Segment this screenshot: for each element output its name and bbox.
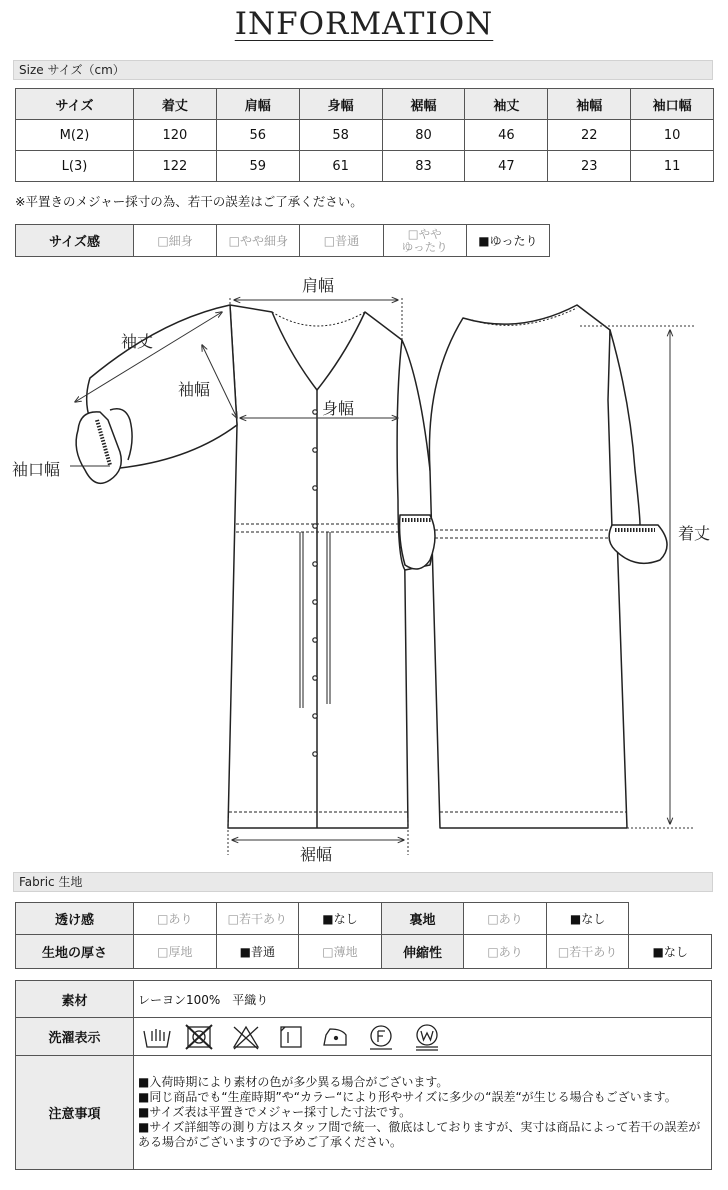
size-cell: 59 — [216, 151, 299, 182]
size-col-header: サイズ — [16, 89, 134, 120]
fabric-option-selected: ■普通 — [216, 935, 299, 969]
size-col-header: 着丈 — [134, 89, 217, 120]
fabric-option-selected: ■なし — [299, 903, 382, 935]
back-dress-outline — [429, 305, 627, 828]
fabric-option: □若干あり — [546, 935, 629, 969]
size-col-header: 肩幅 — [216, 89, 299, 120]
fabric-option: □あり — [464, 903, 547, 935]
washing-label: 洗濯表示 — [16, 1018, 134, 1056]
size-cell: 46 — [465, 120, 548, 151]
table-row — [16, 1056, 712, 1170]
line-dry-shade-icon — [281, 1027, 301, 1047]
size-cell: 120 — [134, 120, 217, 151]
size-cell: 10 — [631, 120, 714, 151]
fabric-property-label: 透け感 — [16, 903, 134, 935]
table-row — [16, 120, 714, 151]
washing-icons — [134, 1018, 712, 1056]
material-value: レーヨン100% 平織り — [134, 981, 712, 1018]
size-col-header: 身幅 — [299, 89, 382, 120]
fabric-option: □厚地 — [134, 935, 217, 969]
fabric-option: □あり — [464, 935, 547, 969]
fabric-property-label: 伸縮性 — [381, 935, 464, 969]
shoulder-label: 肩幅 — [302, 276, 335, 295]
size-cell: 23 — [548, 151, 631, 182]
notes-label: 注意事項 — [16, 1056, 134, 1170]
size-cell: 11 — [631, 151, 714, 182]
fabric-property-label: 裏地 — [381, 903, 464, 935]
note-line: ■サイズ詳細等の測り方はスタッフ間で統一、徹底はしておりますが、実寸は商品によって若干の誤差がある場合がございますので予めご了承ください。 — [138, 1120, 701, 1149]
hand-wash-icon — [144, 1029, 170, 1047]
fabric-property-label: 生地の厚さ — [16, 935, 134, 969]
wet-clean-w-icon — [416, 1025, 438, 1050]
size-feel-option: □やや ゆったり — [383, 225, 466, 257]
fabric-option: □あり — [134, 903, 217, 935]
size-cell: 58 — [299, 120, 382, 151]
size-cell: M(2) — [16, 120, 134, 151]
size-table-header-row — [16, 89, 714, 120]
fabric-option: □若干あり — [216, 903, 299, 935]
notes-content — [134, 1056, 712, 1170]
dry-clean-f-icon — [370, 1026, 392, 1049]
table-row — [16, 935, 712, 969]
no-tumble-dry-icon — [186, 1025, 212, 1049]
sleeve-length-label: 袖丈 — [121, 332, 154, 351]
fabric-table — [15, 902, 712, 969]
size-feel-option-selected: ■ゆったり — [466, 225, 549, 257]
size-cell: 83 — [382, 151, 465, 182]
size-cell: 47 — [465, 151, 548, 182]
care-table — [15, 980, 712, 1170]
table-row — [16, 1018, 712, 1056]
size-col-header: 裾幅 — [382, 89, 465, 120]
size-cell: L(3) — [16, 151, 134, 182]
length-label: 着丈 — [678, 524, 711, 543]
size-feel-option: □普通 — [300, 225, 383, 257]
cuff-width-label: 袖口幅 — [12, 460, 61, 479]
size-col-header: 袖幅 — [548, 89, 631, 120]
note-line: ■同じ商品でも“生産時期”や“カラー“により形やサイズに多少の“誤差“が生じる場合もございます。 — [138, 1090, 677, 1104]
note-line: ■入荷時期により素材の色が多少異る場合がございます。 — [138, 1075, 449, 1089]
size-feel-label: サイズ感 — [16, 225, 134, 257]
garment-diagram — [0, 265, 728, 875]
sleeve-width-label: 袖幅 — [178, 380, 211, 399]
fabric-option-selected: ■なし — [546, 903, 629, 935]
body-width-label: 身幅 — [322, 399, 355, 418]
fabric-option-selected: ■なし — [629, 935, 712, 969]
hem-width-label: 裾幅 — [300, 845, 333, 864]
table-row — [16, 903, 712, 935]
page-title: INFORMATION — [234, 6, 494, 42]
size-feel-table — [15, 224, 550, 257]
no-bleach-icon — [234, 1027, 258, 1049]
size-table — [15, 88, 714, 182]
size-col-header: 袖丈 — [465, 89, 548, 120]
size-col-header: 袖口幅 — [631, 89, 714, 120]
material-label: 素材 — [16, 981, 134, 1018]
note-line: ■サイズ表は平置きでメジャー採寸した寸法です。 — [138, 1105, 412, 1119]
size-cell: 56 — [216, 120, 299, 151]
size-feel-option: □細身 — [134, 225, 217, 257]
iron-low-icon — [324, 1029, 346, 1045]
fabric-option: □薄地 — [299, 935, 382, 969]
table-row — [16, 151, 714, 182]
size-cell: 22 — [548, 120, 631, 151]
fabric-section-header: Fabric 生地 — [13, 872, 713, 892]
size-feel-option: □やや細身 — [217, 225, 300, 257]
size-cell: 122 — [134, 151, 217, 182]
size-cell: 61 — [299, 151, 382, 182]
size-section-header: Size サイズ（cm） — [13, 60, 713, 80]
front-dress-outline — [228, 305, 408, 828]
table-row — [16, 981, 712, 1018]
size-cell: 80 — [382, 120, 465, 151]
measurement-note: ※平置きのメジャー採寸の為、若干の誤差はご了承ください。 — [15, 194, 363, 209]
